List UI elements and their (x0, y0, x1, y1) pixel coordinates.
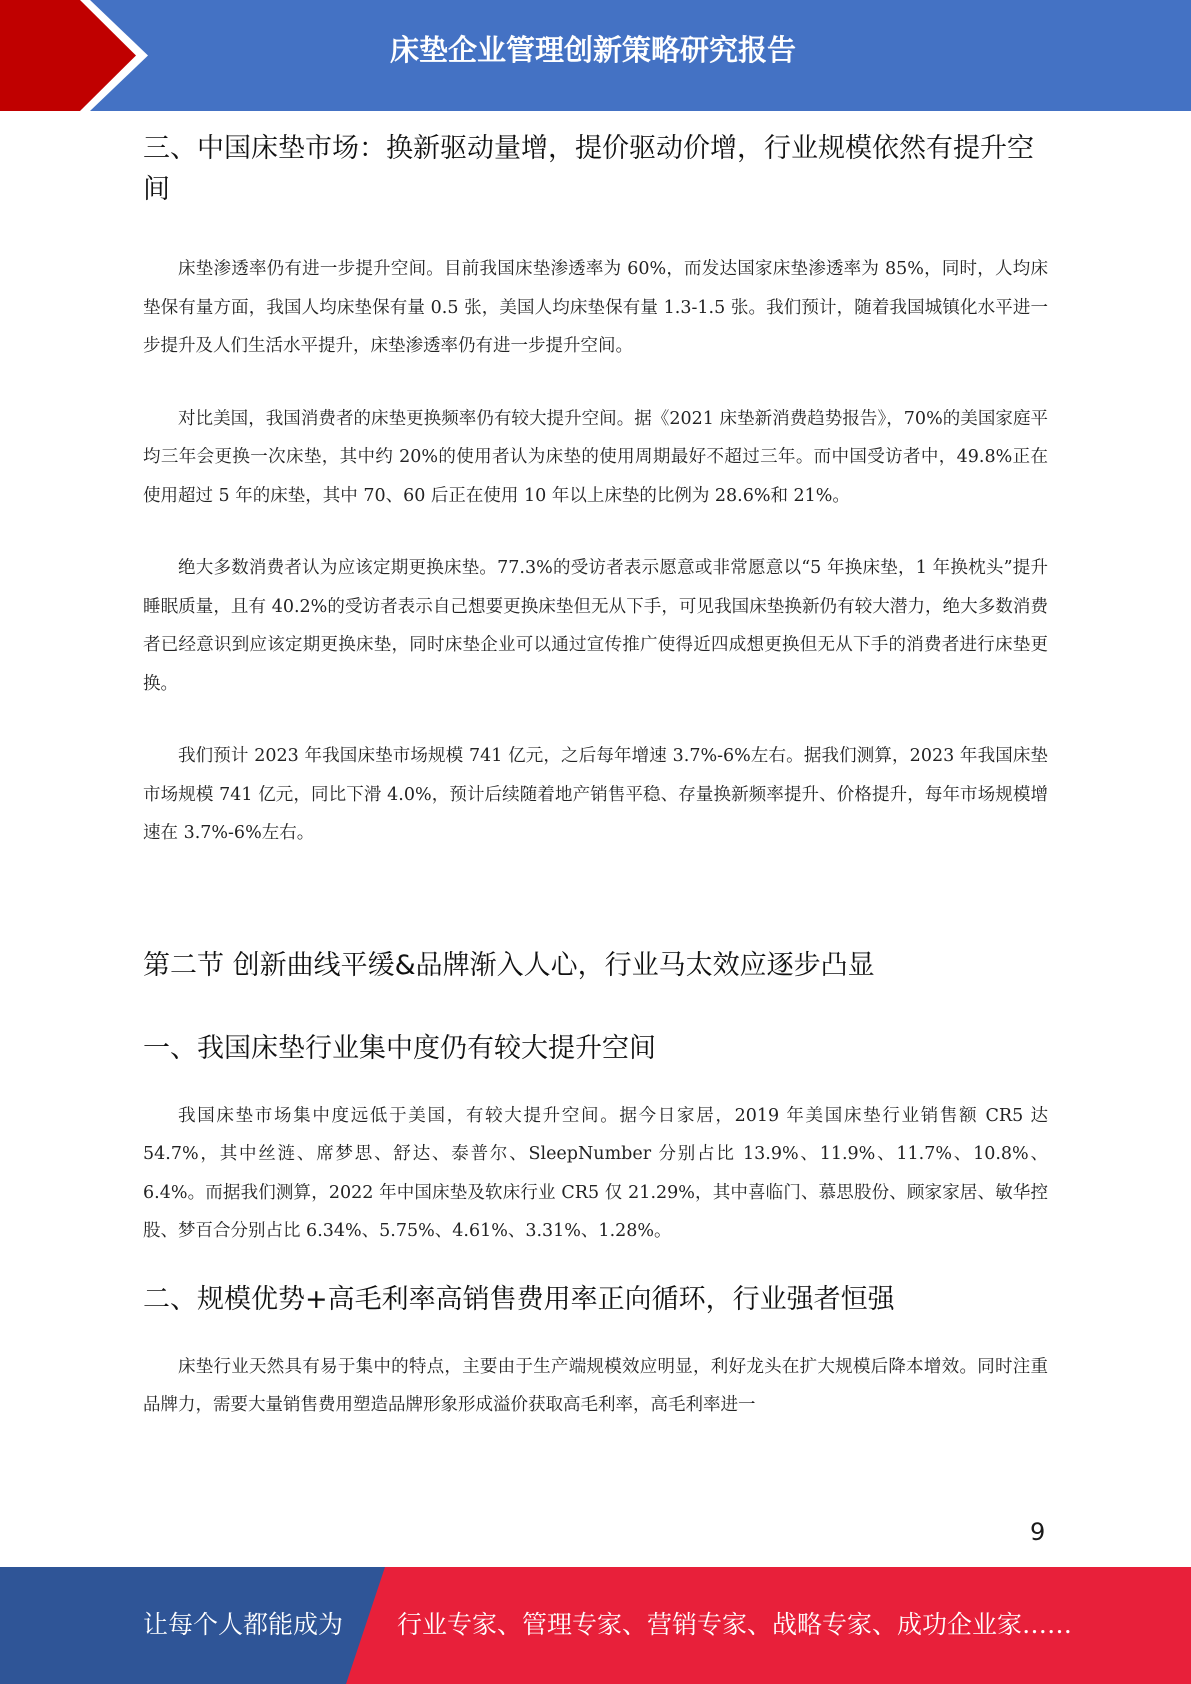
footer-slogan-left: 让每个人都能成为 (143, 1610, 344, 1639)
paragraph-regular-replacement: 绝大多数消费者认为应该定期更换床垫。77.3%的受访者表示愿意或非常愿意以“5 年换床垫，1 年换枕头”提升睡眠质量，且有 40.2%的受访者表示自己想要更换床垫但无从下手，可见我国床垫换新仍有较大潜力，绝大多数消费者已经意识到应该定期更换床垫，同时床垫企业可以通过宣传推广使得近四成想更换但无从下手的消费者进行床垫更换。 (143, 558, 1048, 694)
page-header (0, 0, 1191, 111)
paragraph-replacement-frequency: 对比美国，我国消费者的床垫更换频率仍有较大提升空间。据《2021 床垫新消费趋势报告》，70%的美国家庭平均三年会更换一次床垫，其中约 20%的使用者认为床垫的使用周期最好不超过三年。而中国受访者中，49.8%正在使用超过 5 年的床垫，其中 70、60 后正在使用 10 年以上床垫的比例为 28.6%和 21%。 (143, 408, 1048, 506)
chapter-section-two-heading: 第二节 创新曲线平缓&品牌渐入人心，行业马太效应逐步凸显 (143, 949, 875, 981)
page-footer (0, 1567, 1191, 1684)
paragraph-penetration: 床垫渗透率仍有进一步提升空间。目前我国床垫渗透率为 60%，而发达国家床垫渗透率为 85%，同时，人均床垫保有量方面，我国人均床垫保有量 0.5 张，美国人均床垫保有量 1.3-1.5 张。我们预计，随着我国城镇化水平进一步提升及人们生活水平提升，床垫渗透率仍有进一步提升空间。 (143, 259, 1048, 356)
subheading-concentration: 一、我国床垫行业集中度仍有较大提升空间 (143, 1032, 656, 1064)
paragraph-concentration: 我国床垫市场集中度远低于美国，有较大提升空间。据今日家居，2019 年美国床垫行业销售额 CR5 达 54.7%，其中丝涟、席梦思、舒达、泰普尔、SleepNumber 分别占比 13.9%、11.9%、11.7%、10.8%、6.4%。而据我们测算，2022 年中国床垫及软床行业 CR5 仅 21.29%，其中喜临门、慕思股份、顾家家居、敏华控股、梦百合分别占比 6.34%、5.75%、4.61%、3.31%、1.28%。 (143, 1105, 1048, 1241)
footer-slogan-right: 行业专家、管理专家、营销专家、战略专家、成功企业家…… (397, 1610, 1073, 1639)
header-title: 床垫企业管理创新策略研究报告 (390, 33, 797, 67)
page-number: 9 (1030, 1518, 1046, 1546)
report-body (143, 128, 1048, 1425)
paragraph-scale-advantage: 床垫行业天然具有易于集中的特点，主要由于生产端规模效应明显，利好龙头在扩大规模后降本增效。同时注重品牌力，需要大量销售费用塑造品牌形象形成溢价获取高毛利率，高毛利率进一 (143, 1356, 1048, 1415)
paragraph-market-size: 我们预计 2023 年我国床垫市场规模 741 亿元，之后每年增速 3.7%-6%左右。据我们测算，2023 年我国床垫市场规模 741 亿元，同比下滑 4.0%，预计后续随着地产销售平稳、存量换新频率提升、价格提升，每年市场规模增速在 3.7%-6%左右。 (143, 746, 1048, 843)
section-heading-market: 三、中国床垫市场：换新驱动量增，提价驱动价增，行业规模依然有提升空间 (143, 133, 1034, 205)
subheading-scale-advantage: 二、规模优势+高毛利率高销售费用率正向循环，行业强者恒强 (143, 1283, 895, 1315)
header-chevron-shape (0, 0, 160, 111)
